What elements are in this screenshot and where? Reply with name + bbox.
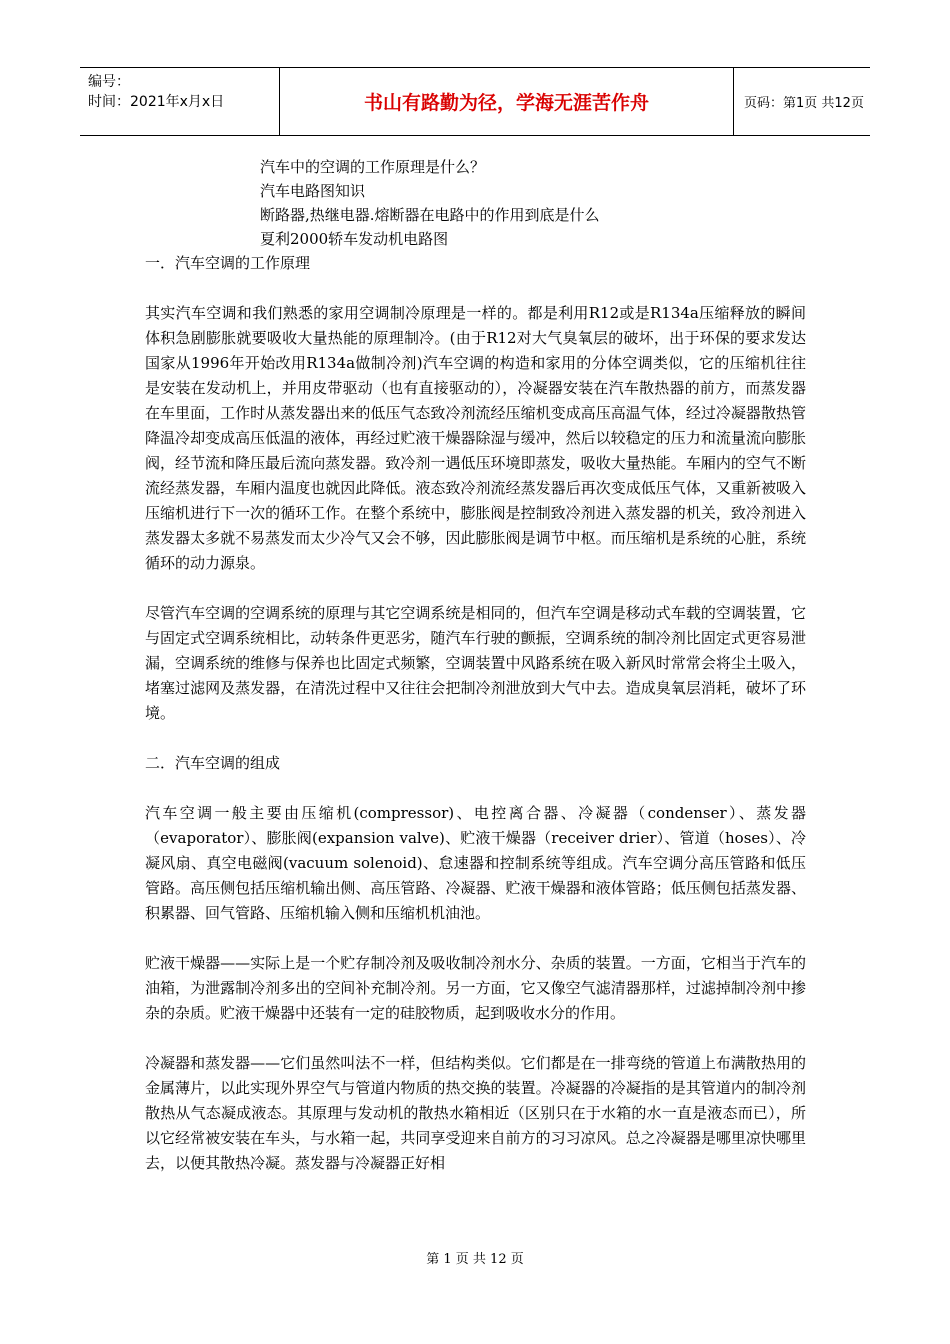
related-link[interactable]: 断路器,热继电器.熔断器在电路中的作用到底是什么 [260,206,600,224]
document-number-label: 编号： [88,74,130,90]
related-link[interactable]: 夏利2000轿车发动机电路图 [260,230,449,248]
body-paragraph: 汽车空调一般主要由压缩机(compressor)、电控离合器、冷凝器（condenser）、蒸发器（evaporator）、膨胀阀(expansion valve)、贮液干燥器（receiver drier）、管道（hoses）、冷凝风扇、真空电磁阀(vacuum solenoid)、怠速器和控制系统等组成。汽车空调分高压管路和低压管路。高压侧包括压缩机输出侧、高压管路、冷凝器、贮液干燥器和液体管路；低压侧包括蒸发器、积累器、回气管路、压缩机输入侧和压缩机机油池。 [145,804,806,922]
document-time-label: 时间：2021年x月x日 [88,94,225,110]
header-page-cell [734,68,870,135]
section-heading: 一．汽车空调的工作原理 [145,254,311,272]
section-heading: 二．汽车空调的组成 [145,754,281,772]
body-paragraph: 冷凝器和蒸发器——它们虽然叫法不一样，但结构类似。它们都是在一排弯绕的管道上布满散热用的金属薄片，以此实现外界空气与管道内物质的热交换的装置。冷凝器的冷凝指的是其管道内的制冷剂散热从气态凝成液态。其原理与发动机的散热水箱相近（区别只在于水箱的水一直是液态而已），所以它经常被安装在车头，与水箱一起，共同享受迎来自前方的习习凉风。总之冷凝器是哪里凉快哪里去，以便其散热冷凝。蒸发器与冷凝器正好相 [145,1054,806,1172]
related-link[interactable]: 汽车电路图知识 [260,182,366,200]
header-motto: 书山有路勤为径，学海无涯苦作舟 [363,92,649,114]
header-motto-cell [280,68,734,135]
page-header [80,67,870,136]
body-paragraph: 其实汽车空调和我们熟悉的家用空调制冷原理是一样的。都是利用R12或是R134a压缩释放的瞬间体积急剧膨胀就要吸收大量热能的原理制冷。(由于R12对大气臭氧层的破坏，出于环保的要求发达国家从1996年开始改用R134a做制冷剂)汽车空调的构造和家用的分体空调类似，它的压缩机往往是安装在发动机上，并用皮带驱动（也有直接驱动的），冷凝器安装在汽车散热器的前方，而蒸发器在车里面，工作时从蒸发器出来的低压气态致冷剂流经压缩机变成高压高温气体，经过冷凝器散热管降温冷却变成高压低温的液体，再经过贮液干燥器除湿与缓冲，然后以较稳定的压力和流量流向膨胀阀，经节流和降压最后流向蒸发器。致冷剂一遇低压环境即蒸发，吸收大量热能。车厢内的空气不断流经蒸发器，车厢内温度也就因此降低。液态致冷剂流经蒸发器后再次变成低压气体，又重新被吸入压缩机进行下一次的循环工作。在整个系统中，膨胀阀是控制致冷剂进入蒸发器的机关，致冷剂进入蒸发器太多就不易蒸发而太少冷气又会不够，因此膨胀阀是调节中枢。而压缩机是系统的心脏，系统循环的动力源泉。 [145,304,806,572]
page-footer: 第 1 页 共 12 页 [426,1252,524,1267]
related-link[interactable]: 汽车中的空调的工作原理是什么？ [260,158,486,176]
header-page-info: 页码：第1页 共12页 [744,96,864,111]
body-paragraph: 尽管汽车空调的空调系统的原理与其它空调系统是相同的，但汽车空调是移动式车载的空调装置，它与固定式空调系统相比，动转条件更恶劣，随汽车行驶的颤振，空调系统的制冷剂比固定式更容易泄漏，空调系统的维修与保养也比固定式频繁，空调装置中风路系统在吸入新风时常常会将尘土吸入，堵塞过滤网及蒸发器，在清洗过程中又往往会把制冷剂泄放到大气中去。造成臭氧层消耗，破坏了环境。 [145,604,806,722]
header-meta-cell [80,68,280,135]
body-paragraph: 贮液干燥器——实际上是一个贮存制冷剂及吸收制冷剂水分、杂质的装置。一方面，它相当于汽车的油箱，为泄露制冷剂多出的空间补充制冷剂。另一方面，它又像空气滤清器那样，过滤掉制冷剂中掺杂的杂质。贮液干燥器中还装有一定的硅胶物质，起到吸收水分的作用。 [145,954,806,1022]
document-body [145,155,806,1176]
